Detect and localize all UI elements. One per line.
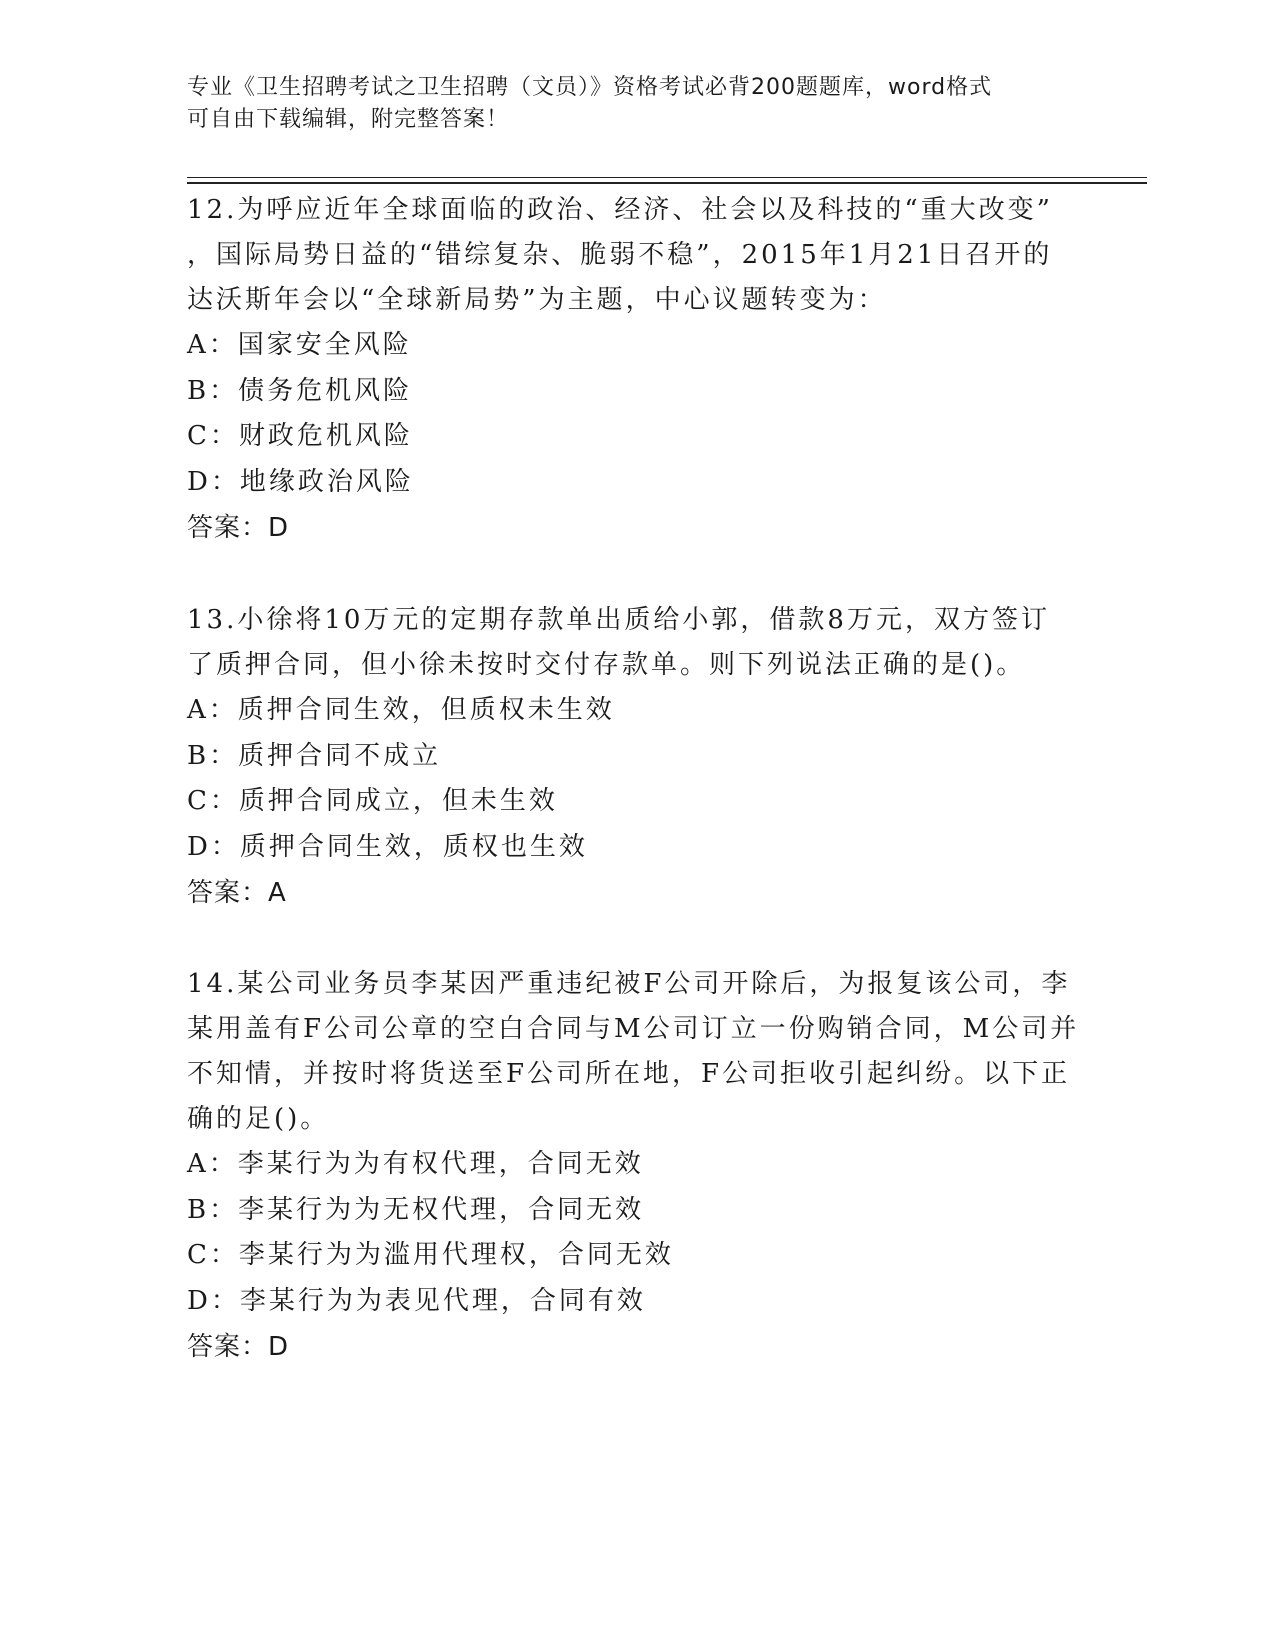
- header-divider-thick: [187, 182, 1147, 184]
- option-b: B：债务危机风险: [187, 375, 413, 406]
- question-stem-line: 了质押合同，但小徐未按时交付存款单。则下列说法正确的是()。: [187, 650, 1026, 680]
- answer-label: 答案：D: [187, 513, 290, 543]
- option-d: D：李某行为为表见代理，合同有效: [187, 1285, 646, 1316]
- question-stem-line: 不知情，并按时将货送至F公司所在地，F公司拒收引起纠纷。以下正: [187, 1059, 1071, 1089]
- question-stem-line: 某用盖有F公司公章的空白合同与M公司订立一份购销合同，M公司并: [187, 1014, 1080, 1044]
- question-stem-line: 12.为呼应近年全球面临的政治、经济、社会以及科技的“重大改变”: [187, 195, 1053, 225]
- header-title-line-2: 可自由下载编辑，附完整答案！: [187, 107, 510, 132]
- question-stem-line: 达沃斯年会以“全球新局势”为主题，中心议题转变为：: [187, 285, 887, 315]
- answer-label: 答案：D: [187, 1332, 290, 1362]
- question-12: [187, 188, 1087, 551]
- option-d: D：地缘政治风险: [187, 466, 414, 497]
- question-14: [187, 962, 1087, 1370]
- question-13: [187, 598, 1087, 916]
- option-b: B：李某行为为无权代理，合同无效: [187, 1194, 645, 1225]
- header-divider-thin: [187, 177, 1147, 178]
- option-b: B：质押合同不成立: [187, 740, 442, 771]
- document-header: [187, 72, 1087, 136]
- option-a: A：李某行为为有权代理，合同无效: [187, 1149, 644, 1179]
- option-c: C：李某行为为滥用代理权，合同无效: [187, 1240, 674, 1270]
- question-stem-line: 13.小徐将10万元的定期存款单出质给小郭，借款8万元，双方签订: [187, 605, 1050, 635]
- option-a: A：质押合同生效，但质权未生效: [187, 695, 615, 725]
- answer-label: 答案：A: [187, 878, 287, 908]
- header-title-line-1: 专业《卫生招聘考试之卫生招聘（文员）》资格考试必背200题题库，word格式: [187, 75, 993, 100]
- question-stem-line: ，国际局势日益的“错综复杂、脆弱不稳”，2015年1月21日召开的: [187, 240, 1053, 270]
- question-stem-line: 确的足()。: [187, 1104, 330, 1134]
- option-c: C：财政危机风险: [187, 421, 413, 451]
- option-a: A：国家安全风险: [187, 330, 412, 360]
- option-d: D：质押合同生效，质权也生效: [187, 831, 588, 862]
- option-c: C：质押合同成立，但未生效: [187, 786, 558, 816]
- question-stem-line: 14.某公司业务员李某因严重违纪被F公司开除后，为报复该公司，李: [187, 969, 1071, 999]
